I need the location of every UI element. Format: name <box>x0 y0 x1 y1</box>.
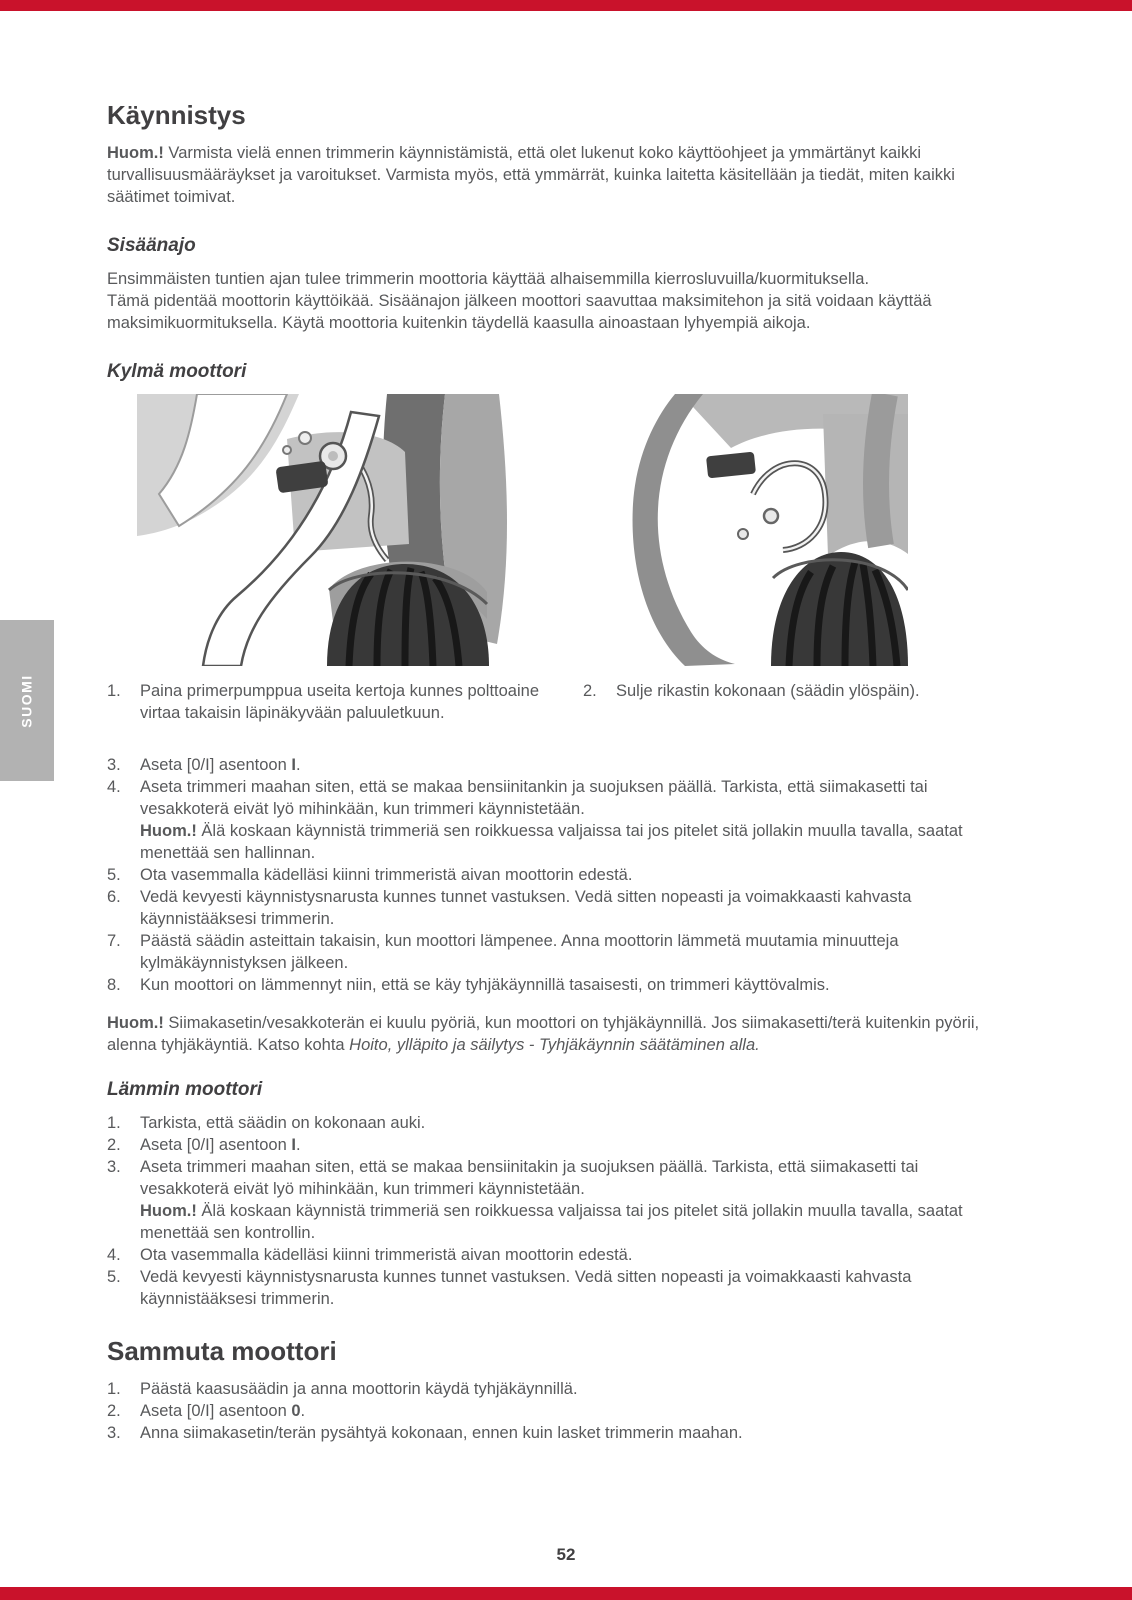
list-item-text: Vedä kevyesti käynnistysnarusta kunnes tunnet vastuksen. Vedä sitten nopeasti ja voimakkaasti kahvasta käynnistääksesi trimmerin. <box>140 1268 912 1308</box>
list-item <box>107 680 583 724</box>
cold-start-figures <box>107 394 1007 666</box>
list-item <box>107 974 1007 996</box>
list-item-text: Aseta [0/I] asentoon 0. <box>140 1402 306 1420</box>
list-item-number: 5. <box>107 866 121 884</box>
section-heading-lammin-moottori: Lämmin moottori <box>107 1079 263 1100</box>
list-item-number: 1. <box>107 682 121 700</box>
section-heading-sammuta-moottori: Sammuta moottori <box>107 1336 337 1366</box>
list-item-number: 2. <box>107 1136 121 1154</box>
list-item <box>107 886 1007 930</box>
list-item <box>107 1134 1007 1156</box>
warm-start-list <box>107 1112 1007 1310</box>
figure-captions <box>107 680 1007 724</box>
choke-illustration <box>623 394 908 666</box>
primer-pump-illustration <box>137 394 517 666</box>
list-item-text: Ota vasemmalla kädelläsi kiinni trimmeristä aivan moottorin edestä. <box>140 1246 633 1264</box>
list-item-number: 8. <box>107 976 121 994</box>
list-item-number: 7. <box>107 932 121 950</box>
list-item <box>107 776 1007 864</box>
list-item-number: 2. <box>107 1402 121 1420</box>
list-item-text: Ota vasemmalla kädelläsi kiinni trimmeristä aivan moottorin edestä. <box>140 866 633 884</box>
list-item-text: Paina primerpumppua useita kertoja kunnes polttoaine virtaa takaisin läpinäkyvään paluuletkuun. <box>140 682 539 722</box>
bottom-accent-bar <box>0 1587 1132 1600</box>
idle-note-paragraph: Huom.! Siimakasetin/vesakkoterän ei kuulu pyöriä, kun moottori on tyhjäkäynnillä. Jos siimakasetti/terä kuitenkin pyörii, alenna tyhjäkäyntiä. Katso kohta Hoito, ylläpito ja säilytys - Tyhjäkäynnin säätäminen alla. <box>107 1014 980 1054</box>
list-item-number: 2. <box>583 682 597 700</box>
list-item <box>107 1244 1007 1266</box>
page-content <box>107 100 1007 1444</box>
list-item-text: Anna siimakasetin/terän pysähtyä kokonaan, ennen kuin lasket trimmerin maahan. <box>140 1424 743 1442</box>
list-item <box>107 1156 1007 1244</box>
list-item-number: 3. <box>107 756 121 774</box>
list-item <box>107 1266 1007 1310</box>
stop-engine-list <box>107 1378 1007 1444</box>
list-item-text: Tarkista, että säädin on kokonaan auki. <box>140 1114 426 1132</box>
list-item-number: 1. <box>107 1114 121 1132</box>
section-heading-kylma-moottori: Kylmä moottori <box>107 361 247 382</box>
top-accent-bar <box>0 0 1132 11</box>
list-item <box>107 1112 1007 1134</box>
list-item-text: Päästä kaasusäädin ja anna moottorin käydä tyhjäkäynnillä. <box>140 1380 578 1398</box>
list-item <box>107 754 1007 776</box>
list-item-number: 4. <box>107 778 121 796</box>
list-item-number: 3. <box>107 1424 121 1442</box>
section-heading-sisaanajo: Sisäänajo <box>107 235 196 256</box>
list-item-text: Aseta [0/I] asentoon I. <box>140 1136 301 1154</box>
list-item-number: 3. <box>107 1158 121 1176</box>
page-number: 52 <box>556 1545 576 1564</box>
intro-paragraph: Huom.! Varmista vielä ennen trimmerin käynnistämistä, että olet lukenut koko käyttöohjeet ja ymmärtänyt kaikki turvallisuusmääräykset ja varoitukset. Varmista myös, että ymmärrät, kuinka laitetta käsitellään ja tiedät, miten kaikki säätimet toimivat. <box>107 144 955 206</box>
page-title: Käynnistys <box>107 100 246 130</box>
language-side-tab-label: SUOMI <box>18 673 35 728</box>
list-item <box>107 864 1007 886</box>
list-item-text: Päästä säädin asteittain takaisin, kun moottori lämpenee. Anna moottorin lämmetä muutamia minuutteja kylmäkäynnistyksen jälkeen. <box>140 932 899 972</box>
list-item-number: 1. <box>107 1380 121 1398</box>
primer-pump-illustration-svg <box>137 394 517 666</box>
list-item-text: Vedä kevyesti käynnistysnarusta kunnes tunnet vastuksen. Vedä sitten nopeasti ja voimakkaasti kahvasta käynnistääksesi trimmerin. <box>140 888 912 928</box>
list-item-text: Aseta trimmeri maahan siten, että se makaa bensiinitakin ja suojuksen päällä. Tarkista, että siimakasetti tai vesakkoterä eivät lyö mihinkään, kun trimmeri käynnistetään. Huom.! Älä koskaan käynnistä trimmeriä sen roikkuessa valjaissa tai jos pitelet sitä jollakin muulla tavalla, saatat menettää sen kontrollin. <box>140 1158 963 1242</box>
list-item-number: 4. <box>107 1246 121 1264</box>
list-item <box>583 680 1007 724</box>
choke-illustration-svg <box>623 394 908 666</box>
language-side-tab <box>0 620 54 781</box>
list-item-text: Aseta [0/I] asentoon I. <box>140 756 301 774</box>
sisaanajo-paragraph: Ensimmäisten tuntien ajan tulee trimmerin moottoria käyttää alhaisemmilla kierrosluvuilla/kuormituksella. Tämä pidentää moottorin käyttöikää. Sisäänajon jälkeen moottori saavuttaa maksimitehon ja sitä voidaan käyttää maksimikuormituksella. Käytä moottoria kuitenkin täydellä kaasulla ainoastaan lyhyempiä aikoja. <box>107 270 932 332</box>
list-item-number: 5. <box>107 1268 121 1286</box>
list-item-number: 6. <box>107 888 121 906</box>
list-item <box>107 1400 1007 1422</box>
list-item <box>107 1378 1007 1400</box>
list-item <box>107 1422 1007 1444</box>
list-item-text: Kun moottori on lämmennyt niin, että se käy tyhjäkäynnillä tasaisesti, on trimmeri käyttövalmis. <box>140 976 830 994</box>
list-item-text: Aseta trimmeri maahan siten, että se makaa bensiinitankin ja suojuksen päällä. Tarkista, että siimakasetti tai vesakkoterä eivät lyö mihinkään, kun trimmeri käynnistetään. Huom.! Älä koskaan käynnistä trimmeriä sen roikkuessa valjaissa tai jos pitelet sitä jollakin muulla tavalla, saatat menettää sen hallinnan. <box>140 778 963 862</box>
list-item-text: Sulje rikastin kokonaan (säädin ylöspäin). <box>616 682 920 700</box>
cold-start-list <box>107 754 1007 996</box>
list-item <box>107 930 1007 974</box>
